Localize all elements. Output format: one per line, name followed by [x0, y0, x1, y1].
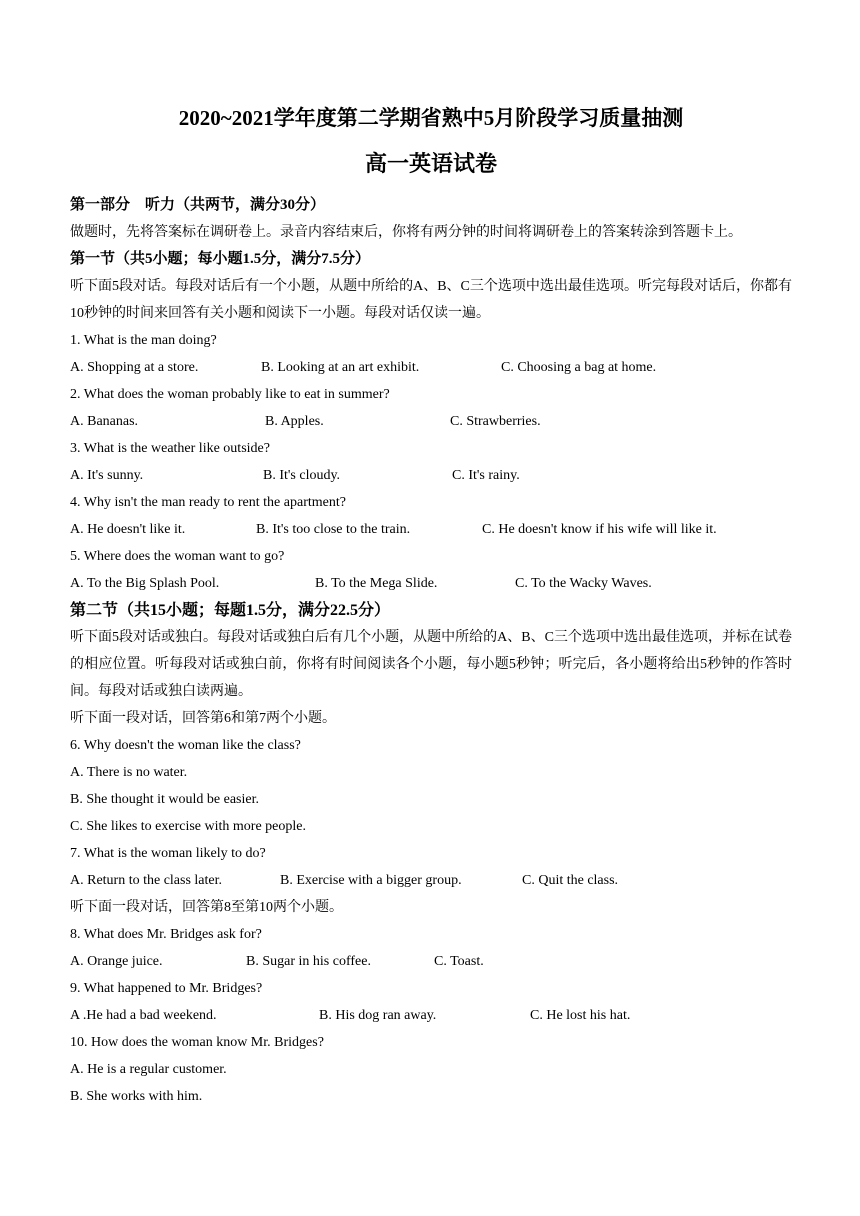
option-b: B. Exercise with a bigger group.: [280, 873, 462, 888]
question-2: 2. What does the woman probably like to eat in summer?: [70, 387, 390, 402]
option-a: A. It's sunny.: [70, 468, 144, 483]
exam-title: 2020~2021学年度第二学期省熟中5月阶段学习质量抽测: [178, 106, 684, 130]
part1-heading: 第一部分 听力（共两节，满分30分）: [70, 197, 326, 213]
question-1: 1. What is the man doing?: [70, 333, 217, 348]
section2-heading: 第二节（共15小题；每题1.5分，满分22.5分）: [70, 602, 391, 619]
question-9: 9. What happened to Mr. Bridges?: [70, 981, 263, 996]
question-7: 7. What is the woman likely to do?: [70, 846, 266, 861]
option-c: C. Quit the class.: [522, 873, 619, 888]
option-c: C. Strawberries.: [450, 414, 541, 429]
question-10-option-a: A. He is a regular customer.: [70, 1062, 227, 1077]
group1-intro: 听下面一段对话，回答第6和第7两个小题。: [70, 711, 336, 726]
question-6-option-c: C. She likes to exercise with more people.: [70, 819, 306, 834]
part1-instruction: 做题时，先将答案标在调研卷上。录音内容结束后，你将有两分钟的时间将调研卷上的答案转涂到答题卡上。: [70, 225, 742, 240]
option-a: A. Return to the class later.: [70, 873, 223, 888]
question-3: 3. What is the weather like outside?: [70, 441, 270, 456]
section1-heading: 第一节（共5小题；每小题1.5分，满分7.5分）: [70, 251, 371, 267]
option-a: A. Orange juice.: [70, 954, 163, 969]
group2-intro: 听下面一段对话，回答第8至第10两个小题。: [70, 900, 343, 915]
question-7-options: [70, 867, 792, 894]
option-a: A. To the Big Splash Pool.: [70, 576, 220, 591]
option-c: C. Choosing a bag at home.: [501, 360, 657, 375]
option-c: C. To the Wacky Waves.: [515, 576, 652, 591]
option-c: C. He lost his hat.: [530, 1008, 631, 1023]
question-9-options: [70, 1002, 792, 1029]
question-5: 5. Where does the woman want to go?: [70, 549, 285, 564]
question-4-options: [70, 516, 792, 543]
option-b: B. Sugar in his coffee.: [246, 954, 371, 969]
section1-instruction: 听下面5段对话。每段对话后有一个小题，从题中所给的A、B、C三个选项中选出最佳选项。听完每段对话后，你都有10秒钟的时间来回答有关小题和阅读下一小题。每段对话仅读一遍。: [70, 279, 792, 321]
question-5-options: [70, 570, 792, 597]
option-b: B. Looking at an art exhibit.: [261, 360, 420, 375]
question-10-option-b: B. She works with him.: [70, 1089, 203, 1104]
question-6-option-b: B. She thought it would be easier.: [70, 792, 259, 807]
option-a: A. He doesn't like it.: [70, 522, 186, 537]
option-b: B. It's cloudy.: [263, 468, 341, 483]
option-b: B. To the Mega Slide.: [315, 576, 438, 591]
question-6-option-a: A. There is no water.: [70, 765, 188, 780]
exam-subtitle: 高一英语试卷: [364, 151, 497, 176]
question-2-options: [70, 408, 792, 435]
option-c: C. He doesn't know if his wife will like it.: [482, 522, 717, 537]
option-a: A. Shopping at a store.: [70, 360, 199, 375]
exam-page: [70, 100, 792, 1110]
option-b: B. Apples.: [265, 414, 324, 429]
question-6: 6. Why doesn't the woman like the class?: [70, 738, 301, 753]
option-c: C. It's rainy.: [452, 468, 520, 483]
question-3-options: [70, 462, 792, 489]
question-1-options: [70, 354, 792, 381]
option-a: A .He had a bad weekend.: [70, 1008, 217, 1023]
section2-instruction: 听下面5段对话或独白。每段对话或独白后有几个小题，从题中所给的A、B、C三个选项中选出最佳选项，并标在试卷的相应位置。听每段对话或独白前，你将有时间阅读各个小题，每小题5秒钟；听完后，各小题将给出5秒钟的作答时间。每段对话或独白读两遍。: [70, 630, 792, 699]
question-8-options: [70, 948, 792, 975]
question-10: 10. How does the woman know Mr. Bridges?: [70, 1035, 324, 1050]
question-8: 8. What does Mr. Bridges ask for?: [70, 927, 262, 942]
option-c: C. Toast.: [434, 954, 484, 969]
option-b: B. It's too close to the train.: [256, 522, 411, 537]
option-a: A. Bananas.: [70, 414, 139, 429]
option-b: B. His dog ran away.: [319, 1008, 437, 1023]
question-4: 4. Why isn't the man ready to rent the apartment?: [70, 495, 346, 510]
